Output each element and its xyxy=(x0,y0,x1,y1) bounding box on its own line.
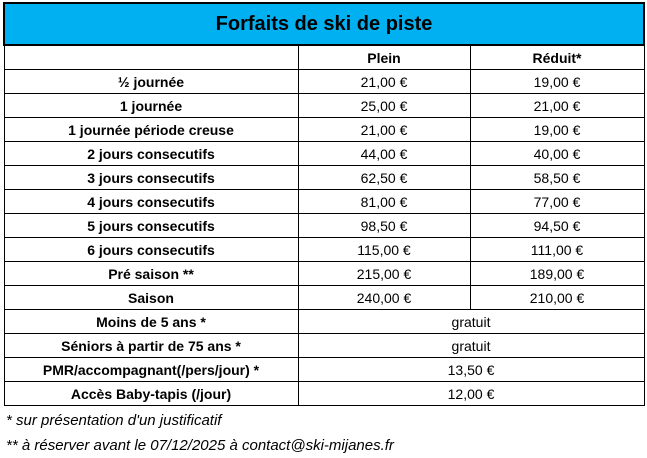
price-full: 98,50 € xyxy=(298,214,470,238)
row-label: PMR/accompagnant(/pers/jour) * xyxy=(4,358,298,382)
price-single: 13,50 € xyxy=(298,358,644,382)
row-label: 2 jours consecutifs xyxy=(4,142,298,166)
footnotes xyxy=(6,408,394,458)
footnote-justification: * sur présentation d'un justificatif xyxy=(6,412,222,429)
row-label: ½ journée xyxy=(4,70,298,94)
table-row xyxy=(4,70,644,94)
row-label: Saison xyxy=(4,286,298,310)
table-row xyxy=(4,94,644,118)
price-full: 44,00 € xyxy=(298,142,470,166)
price-full: 215,00 € xyxy=(298,262,470,286)
table-row xyxy=(4,358,644,382)
table-row xyxy=(4,142,644,166)
table-row xyxy=(4,286,644,310)
price-full: 62,50 € xyxy=(298,166,470,190)
price-reduced: 111,00 € xyxy=(470,238,644,262)
row-label: Accès Baby-tapis (/jour) xyxy=(4,382,298,406)
row-label: 3 jours consecutifs xyxy=(4,166,298,190)
table-row xyxy=(4,310,644,334)
row-label: 1 journée xyxy=(4,94,298,118)
table-row xyxy=(4,238,644,262)
row-label: Séniors à partir de 75 ans * xyxy=(4,334,298,358)
table-row xyxy=(4,382,644,406)
row-label: Moins de 5 ans * xyxy=(4,310,298,334)
price-full: 21,00 € xyxy=(298,118,470,142)
table-row xyxy=(4,118,644,142)
price-full: 25,00 € xyxy=(298,94,470,118)
price-reduced: 21,00 € xyxy=(470,94,644,118)
price-full: 115,00 € xyxy=(298,238,470,262)
price-reduced: 189,00 € xyxy=(470,262,644,286)
header-row xyxy=(4,45,644,70)
price-reduced: 19,00 € xyxy=(470,70,644,94)
ski-pricing-table xyxy=(3,2,645,406)
table-row xyxy=(4,190,644,214)
row-label: Pré saison ** xyxy=(4,262,298,286)
price-single: gratuit xyxy=(298,310,644,334)
table-row xyxy=(4,262,644,286)
price-reduced: 94,50 € xyxy=(470,214,644,238)
table-row xyxy=(4,166,644,190)
row-label: 1 journée période creuse xyxy=(4,118,298,142)
table-title: Forfaits de ski de piste xyxy=(4,3,644,45)
row-label: 4 jours consecutifs xyxy=(4,190,298,214)
price-full: 81,00 € xyxy=(298,190,470,214)
header-label xyxy=(4,45,298,70)
table-row xyxy=(4,334,644,358)
price-single: 12,00 € xyxy=(298,382,644,406)
header-full-price: Plein xyxy=(298,45,470,70)
price-rows xyxy=(4,70,644,406)
price-reduced: 19,00 € xyxy=(470,118,644,142)
price-single: gratuit xyxy=(298,334,644,358)
price-reduced: 40,00 € xyxy=(470,142,644,166)
price-reduced: 210,00 € xyxy=(470,286,644,310)
row-label: 5 jours consecutifs xyxy=(4,214,298,238)
price-reduced: 58,50 € xyxy=(470,166,644,190)
price-reduced: 77,00 € xyxy=(470,190,644,214)
table-row xyxy=(4,214,644,238)
row-label: 6 jours consecutifs xyxy=(4,238,298,262)
price-full: 21,00 € xyxy=(298,70,470,94)
title-row xyxy=(4,3,644,45)
price-full: 240,00 € xyxy=(298,286,470,310)
footnote-reservation: ** à réserver avant le 07/12/2025 à contact@ski-mijanes.fr xyxy=(6,437,394,454)
header-reduced-price: Réduit* xyxy=(470,45,644,70)
